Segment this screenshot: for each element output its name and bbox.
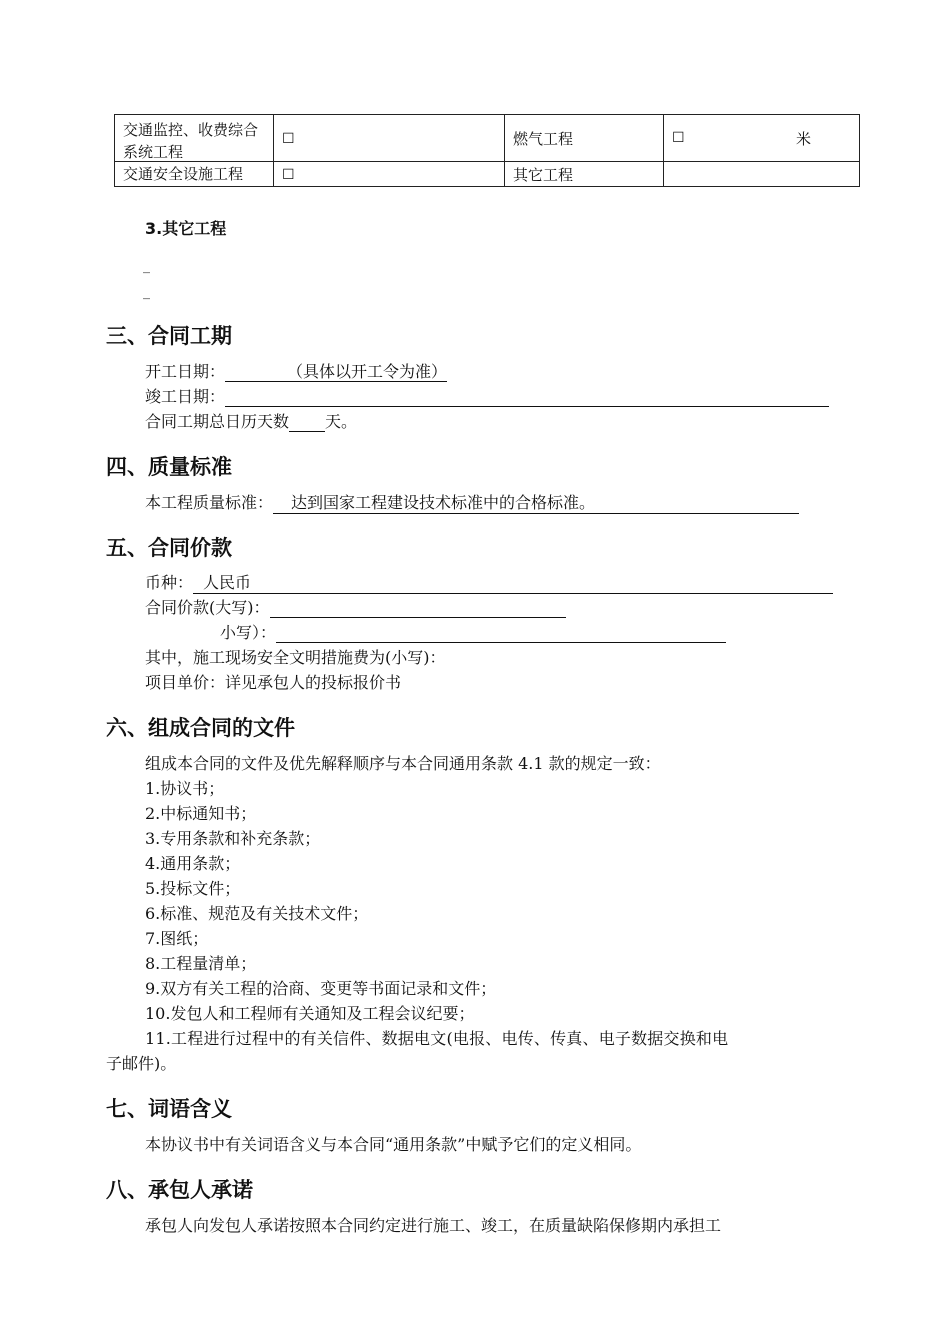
section-heading: 四、质量标准	[106, 455, 232, 479]
price-upper-field[interactable]	[270, 599, 566, 618]
list-item: 2.中标通知书；	[145, 804, 257, 823]
section-heading: 七、词语含义	[106, 1097, 232, 1121]
checkbox-icon[interactable]: ☐	[282, 131, 295, 147]
list-item: 3.专用条款和补充条款；	[145, 829, 321, 848]
list-item: 7.图纸；	[145, 929, 209, 948]
table-cell	[664, 162, 860, 187]
blank-line: _	[143, 284, 150, 300]
table-cell: 交通安全设施工程	[115, 162, 274, 187]
table-row	[115, 162, 860, 187]
blank-line: _	[143, 258, 150, 274]
checkbox-icon[interactable]: ☐	[282, 167, 295, 183]
start-date-value[interactable]: （具体以开工令为准）	[225, 362, 447, 382]
unit-price-line: 项目单价：详见承包人的投标报价书	[145, 673, 402, 692]
total-days-field[interactable]	[289, 413, 325, 432]
start-date-label: 开工日期：	[145, 362, 226, 381]
safety-fee-line: 其中，施工现场安全文明措施费为(小写)：	[145, 648, 446, 667]
price-lower-line: 小写）：	[220, 620, 726, 643]
list-item-continuation: 子邮件)。	[106, 1054, 177, 1073]
price-lower-field[interactable]	[276, 624, 726, 643]
list-item: 8.工程量清单；	[145, 954, 257, 973]
list-item: 11.工程进行过程中的有关信件、数据电文(电报、电传、传真、电子数据交换和电	[145, 1029, 729, 1048]
start-date-line	[145, 359, 447, 382]
other-works-heading: 3.其它工程	[145, 219, 227, 238]
section-heading: 八、承包人承诺	[106, 1178, 253, 1202]
total-days-line: 合同工期总日历天数 天。	[145, 412, 358, 431]
table-cell: 交通监控、收费综合系统工程	[115, 115, 274, 162]
section-heading: 三、合同工期	[106, 324, 232, 348]
list-item: 9.双方有关工程的洽商、变更等书面记录和文件；	[145, 979, 497, 998]
documents-intro: 组成本合同的文件及优先解释顺序与本合同通用条款 4.1 款的规定一致：	[145, 754, 661, 773]
list-item: 1.协议书；	[145, 779, 225, 798]
list-item: 5.投标文件；	[145, 879, 241, 898]
checkbox-cell[interactable]	[274, 162, 505, 187]
section-heading: 六、组成合同的文件	[106, 716, 295, 740]
section-heading: 五、合同价款	[106, 536, 232, 560]
currency-value[interactable]: 人民币	[193, 570, 833, 594]
end-date-line	[145, 384, 829, 407]
contractor-promise-text: 承包人向发包人承诺按照本合同约定进行施工、竣工，在质量缺陷保修期内承担工	[145, 1216, 722, 1235]
checkbox-icon[interactable]: ☐	[672, 129, 685, 146]
table-row	[115, 115, 860, 162]
quality-standard-value[interactable]: 达到国家工程建设技术标准中的合格标准。	[273, 490, 799, 514]
price-upper-line: 合同价款(大写)：	[145, 595, 566, 618]
list-item: 6.标准、规范及有关技术文件；	[145, 904, 369, 923]
table-cell: 其它工程	[505, 162, 664, 187]
project-type-table	[114, 114, 860, 187]
checkbox-cell[interactable]	[664, 115, 860, 162]
quality-standard-line: 本工程质量标准： 达到国家工程建设技术标准中的合格标准。	[145, 490, 799, 514]
list-item: 4.通用条款；	[145, 854, 241, 873]
currency-line: 币种： 人民币	[145, 570, 833, 594]
table-cell: 燃气工程	[505, 115, 664, 162]
list-item: 10.发包人和工程师有关通知及工程会议纪要；	[145, 1004, 475, 1023]
checkbox-cell[interactable]	[274, 115, 505, 162]
end-date-field[interactable]	[225, 388, 829, 407]
terms-definition-text: 本协议书中有关词语含义与本合同“通用条款”中赋予它们的定义相同。	[145, 1135, 642, 1154]
unit-label: 米	[795, 129, 811, 148]
end-date-label: 竣工日期：	[145, 387, 226, 406]
